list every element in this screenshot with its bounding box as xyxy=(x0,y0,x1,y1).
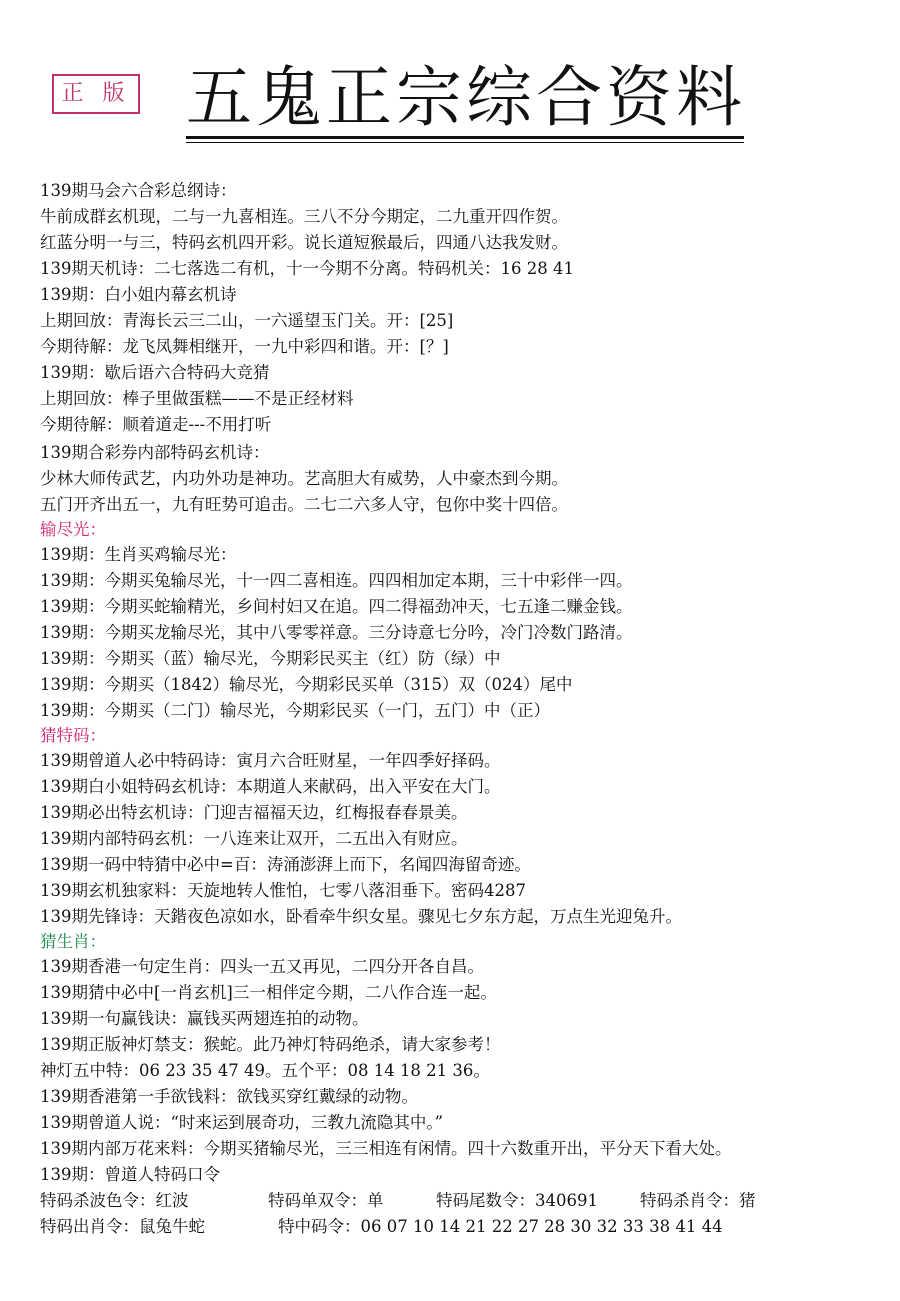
text-line: 139期：今期买（二门）输尽光，今期彩民买（一门，五门）中（正） xyxy=(40,701,550,720)
edition-badge: 正 版 xyxy=(52,74,140,114)
section-heading-guess: 猜特码： xyxy=(40,726,106,745)
text-line: 139期内部万花来料：今期买猪输尽光，三三相连有闲情。四十六数重开出，平分天下看大处。 xyxy=(40,1139,732,1158)
text-line: 139期天机诗：二七落选二有机，十一今期不分离。特码机关：16 28 41 xyxy=(40,259,574,278)
section-heading-lose: 输尽光： xyxy=(40,520,106,539)
text-line: 139期：曾道人特码口令 xyxy=(40,1165,220,1184)
text-line: 139期：今期买（蓝）输尽光，今期彩民买主（红）防（绿）中 xyxy=(40,649,501,668)
text-line: 139期曾道人必中特码诗：寅月六合旺财星，一年四季好择码。 xyxy=(40,751,501,770)
text-line: 139期香港一句定生肖：四头一五又再见，二四分开各自昌。 xyxy=(40,957,484,976)
text-line: 神灯五中特：06 23 35 47 49。五个平：08 14 18 21 36。 xyxy=(40,1061,490,1080)
text-line: 139期先锋诗：天鍇夜色凉如水，卧看牵牛织女星。骤见七夕东方起，万点生光迎兔升。 xyxy=(40,907,682,926)
text-line: 139期必出特玄机诗：门迎吉福福天边，红梅报春春景美。 xyxy=(40,803,468,822)
document-body xyxy=(40,178,890,1240)
section-heading-zodiac: 猜生肖： xyxy=(40,932,106,951)
text-line: 139期一码中特猜中必中=百：涛涌澎湃上而下，名闻四海留奇迹。 xyxy=(40,855,531,874)
text-line: 139期：生肖买鸡输尽光： xyxy=(40,545,237,564)
title-underline-thin xyxy=(186,142,744,143)
text-line: 139期曾道人说：“时来运到展奇功，三教九流隐其中。” xyxy=(40,1113,444,1132)
order-kill-zodiac: 特码杀肖令：猪 xyxy=(640,1191,756,1210)
text-line: 今期待解：顺着道走---不用打听 xyxy=(40,415,272,434)
text-line: 红蓝分明一与三，特码玄机四开彩。说长道短猴最后，四通八达我发财。 xyxy=(40,233,568,252)
page-title: 五鬼正宗综合资料 xyxy=(186,59,746,136)
text-line: 上期回放：青海长云三二山，一六遥望玉门关。开：[25] xyxy=(40,311,454,330)
text-line: 今期待解：龙飞凤舞相继开，一九中彩四和谐。开：[？] xyxy=(40,337,449,356)
text-line: 牛前成群玄机现，二与一九喜相连。三八不分今期定，二九重开四作贺。 xyxy=(40,207,568,226)
text-line: 139期内部特码玄机：一八连来让双开，二五出入有财应。 xyxy=(40,829,468,848)
text-line: 139期：今期买（1842）输尽光，今期彩民买单（315）双（024）尾中 xyxy=(40,675,573,694)
order-hit-numbers: 特中码令：06 07 10 14 21 22 27 28 30 32 33 38 41 44 xyxy=(278,1217,723,1236)
text-line: 139期香港第一手欲钱料：欲钱买穿红戴绿的动物。 xyxy=(40,1087,418,1106)
text-line: 139期：今期买蛇输精光，乡间村妇又在追。四二得福劲冲天，七五逢二赚金钱。 xyxy=(40,597,633,616)
text-line: 139期：今期买龙输尽光，其中八零零祥意。三分诗意七分吟，冷门冷数门路清。 xyxy=(40,623,633,642)
text-line: 139期合彩券内部特码玄机诗： xyxy=(40,443,270,462)
title-underline xyxy=(186,136,744,139)
text-line: 139期玄机独家料：天旋地转人惟怕，七零八落泪垂下。密码4287 xyxy=(40,881,526,900)
text-line: 139期：白小姐内幕玄机诗 xyxy=(40,285,237,304)
order-tail-number: 特码尾数令：340691 xyxy=(436,1191,598,1210)
order-row xyxy=(40,1214,890,1240)
text-line: 139期猜中必中[一肖玄机]三一相伴定今期，二八作合连一起。 xyxy=(40,983,497,1002)
text-line: 139期一句赢钱诀：赢钱买两翅连拍的动物。 xyxy=(40,1009,369,1028)
text-line: 五门开齐出五一，九有旺势可追击。二七二六多人守，包你中奖十四倍。 xyxy=(40,495,568,514)
order-wave-color: 特码杀波色令：红波 xyxy=(40,1191,189,1210)
text-line: 上期回放：棒子里做蛋糕——不是正经材料 xyxy=(40,389,354,408)
text-line: 139期：今期买兔输尽光，十一四二喜相连。四四相加定本期，三十中彩伴一四。 xyxy=(40,571,633,590)
order-row xyxy=(40,1188,890,1214)
order-zodiac-out: 特码出肖令：鼠兔牛蛇 xyxy=(40,1217,205,1236)
text-line: 139期马会六合彩总纲诗： xyxy=(40,181,237,200)
text-line: 少林大师传武艺，内功外功是神功。艺高胆大有威势，人中豪杰到今期。 xyxy=(40,469,568,488)
text-line: 139期：歇后语六合特码大竞猜 xyxy=(40,363,270,382)
text-line: 139期白小姐特码玄机诗：本期道人来献码，出入平安在大门。 xyxy=(40,777,501,796)
order-odd-even: 特码单双令：单 xyxy=(268,1191,384,1210)
text-line: 139期正版神灯禁支：猴蛇。此乃神灯特码绝杀，请大家参考！ xyxy=(40,1035,501,1054)
